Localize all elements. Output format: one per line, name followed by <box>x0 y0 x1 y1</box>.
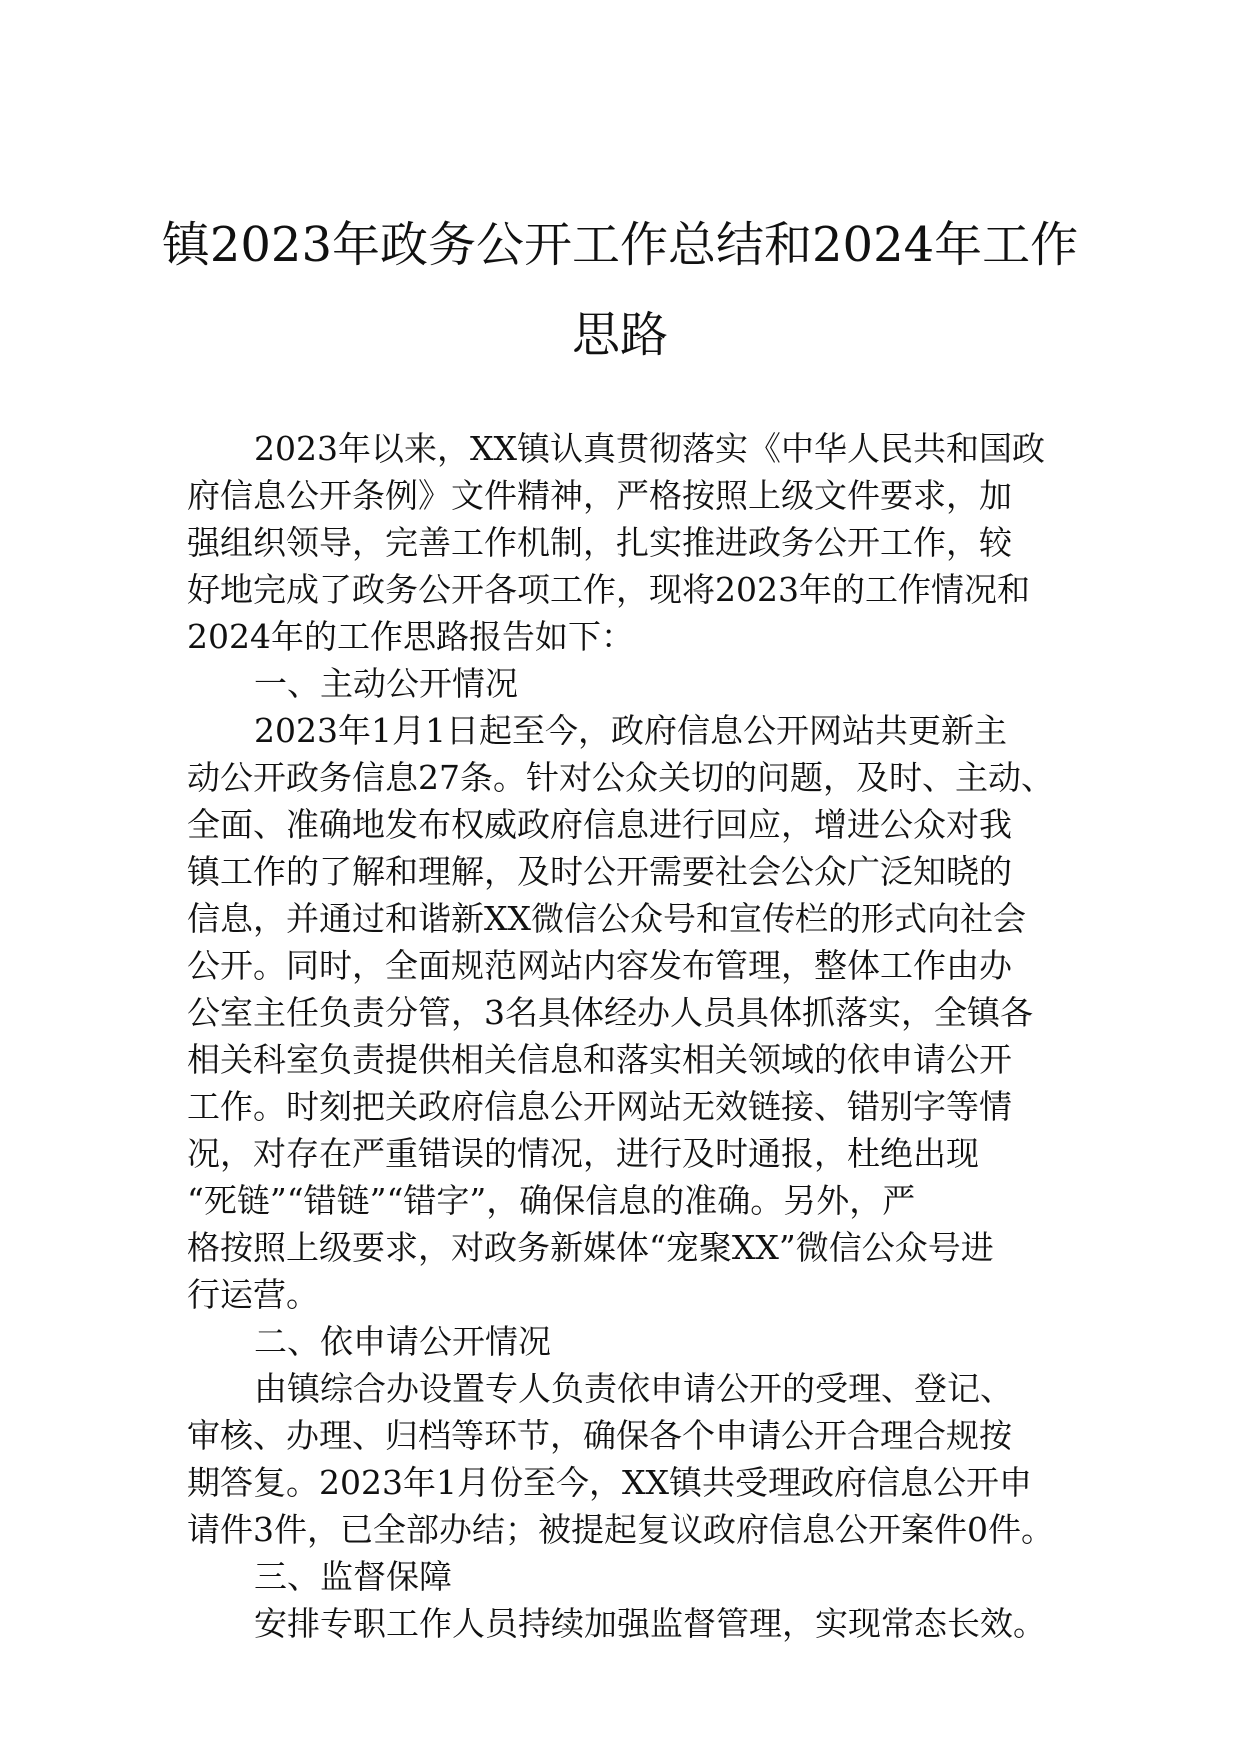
body-text-line: 动公开政务信息27条。针对公众关切的问题，及时、主动、 <box>187 758 1054 797</box>
body-text-line: 行运营。 <box>187 1275 319 1314</box>
body-text-line: “死链”“错链”“错字”，确保信息的准确。另外，严 <box>187 1181 916 1220</box>
body-text-line: 工作。时刻把关政府信息公开网站无效链接、错别字等情 <box>187 1087 1012 1126</box>
body-text-line: 2023年1月1日起至今，政府信息公开网站共更新主 <box>254 711 1007 750</box>
body-text-line: 相关科室负责提供相关信息和落实相关领域的依申请公开 <box>187 1040 1012 1079</box>
body-text-line: 安排专职工作人员持续加强监督管理，实现常态长效。 <box>254 1604 1046 1643</box>
body-text-line: 2024年的工作思路报告如下： <box>187 617 634 656</box>
body-text-line: 府信息公开条例》文件精神，严格按照上级文件要求，加 <box>187 476 1012 515</box>
body-text-line: 格按照上级要求，对政务新媒体“宠聚XX”微信公众号进 <box>187 1228 994 1267</box>
body-text-line: 况，对存在严重错误的情况，进行及时通报，杜绝出现 <box>187 1134 979 1173</box>
body-text-line: 镇工作的了解和理解，及时公开需要社会公众广泛知晓的 <box>187 852 1012 891</box>
body-text-line: 2023年以来，XX镇认真贯彻落实《中华人民共和国政 <box>254 429 1045 468</box>
body-text-line: 三、监督保障 <box>254 1557 452 1596</box>
body-text-line: 全面、准确地发布权威政府信息进行回应，增进公众对我 <box>187 805 1012 844</box>
body-text-line: 期答复。2023年1月份至今，XX镇共受理政府信息公开申 <box>187 1463 1032 1502</box>
body-text-line: 审核、办理、归档等环节，确保各个申请公开合理合规按 <box>187 1416 1012 1455</box>
body-text-line: 二、依申请公开情况 <box>254 1322 551 1361</box>
document-title-line-1: 镇2023年政务公开工作总结和2024年工作 <box>161 217 1079 273</box>
body-text-line: 请件3件，已全部办结；被提起复议政府信息公开案件0件。 <box>187 1510 1054 1549</box>
body-text-line: 强组织领导，完善工作机制，扎实推进政务公开工作，较 <box>187 523 1012 562</box>
body-text-line: 由镇综合办设置专人负责依申请公开的受理、登记、 <box>254 1369 1013 1408</box>
document-title-line-2: 思路 <box>571 307 668 363</box>
body-text-line: 信息，并通过和谐新XX微信公众号和宣传栏的形式向社会 <box>187 899 1026 938</box>
document-body <box>187 425 1057 1647</box>
body-text-line: 公开。同时，全面规范网站内容发布管理，整体工作由办 <box>187 946 1012 985</box>
body-text-line: 好地完成了政务公开各项工作，现将2023年的工作情况和 <box>187 570 1030 609</box>
body-text-line: 一、主动公开情况 <box>254 664 518 703</box>
body-text-line: 公室主任负责分管，3名具体经办人员具体抓落实，全镇各 <box>187 993 1033 1032</box>
